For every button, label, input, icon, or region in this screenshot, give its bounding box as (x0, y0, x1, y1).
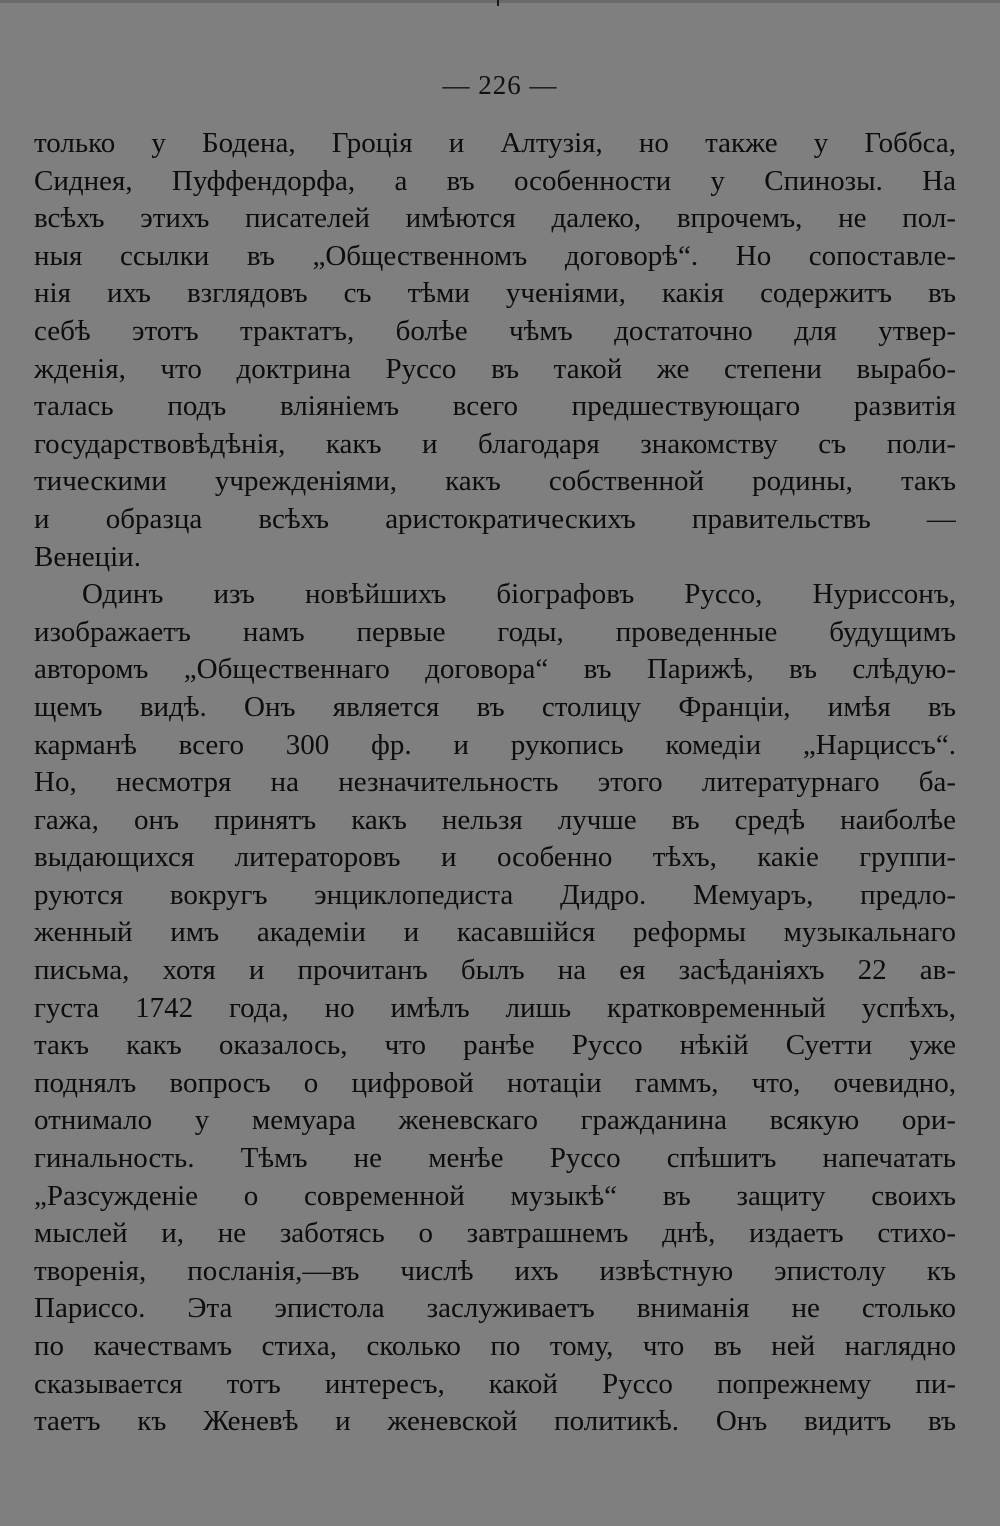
page-number: — 226 — (442, 70, 558, 100)
text-line: письма, хотя и прочитанъ былъ на ея засѣданіяхъ 22 ав- (34, 954, 956, 987)
text-line: выдающихся литераторовъ и особенно тѣхъ, какіе группи- (34, 841, 956, 874)
text-line: тическими учрежденіями, какъ собственной родины, такъ (34, 465, 956, 498)
text-line: женный имъ академіи и касавшійся реформы музыкальнаго (34, 916, 956, 949)
text-line: по качествамъ стиха, сколько по тому, что въ ней наглядно (34, 1330, 956, 1362)
paragraph (34, 576, 956, 1441)
text-line: отнимало у мемуара женевскаго гражданина всякую ори- (34, 1104, 956, 1137)
body-text (34, 125, 956, 1441)
text-line: талась подъ вліяніемъ всего предшествующаго развитія (34, 390, 956, 423)
paragraph (34, 125, 956, 576)
text-line: карманѣ всего 300 фр. и рукопись комедіи „Нарциссъ“. (34, 728, 956, 761)
text-line: гажа, онъ принятъ какъ нельзя лучше въ средѣ наиболѣе (34, 803, 956, 836)
text-line: сказывается тотъ интересъ, какой Руссо попрежнему пи- (34, 1367, 956, 1400)
text-line: руются вокругъ энциклопедиста Дидро. Мемуаръ, предло- (34, 878, 956, 911)
text-line: государствовѣдѣнія, какъ и благодаря знакомству съ поли- (34, 427, 956, 460)
text-line: Одинъ изъ новѣйшихъ біографовъ Руссо, Нуриссонъ, (82, 578, 956, 611)
text-line: Но, несмотря на незначительность этого литературнаго ба- (34, 766, 956, 799)
text-line: щемъ видѣ. Онъ является въ столицу Франціи, имѣя въ (34, 690, 956, 723)
text-line: и образца всѣхъ аристократическихъ правительствъ — (34, 502, 956, 535)
text-line: такъ какъ оказалось, что ранѣе Руссо нѣкій Суетти уже (34, 1029, 956, 1062)
text-line: нія ихъ взглядовъ съ тѣми ученіями, какія содержитъ въ (34, 277, 956, 310)
text-line: изображаетъ намъ первые годы, проведенные будущимъ (34, 615, 956, 648)
text-line: таетъ къ Женевѣ и женевской политикѣ. Онъ видитъ въ (34, 1405, 956, 1438)
text-line: Сиднея, Пуффендорфа, а въ особенности у Спинозы. На (34, 164, 956, 197)
text-line: „Разсужденіе о современной музыкѣ“ въ защиту своихъ (34, 1179, 956, 1212)
scan-top-edge (0, 0, 1000, 3)
text-line: густа 1742 года, но имѣлъ лишь кратковременный успѣхъ, (34, 991, 956, 1024)
text-line: себѣ этотъ трактатъ, болѣе чѣмъ достаточно для утвер- (34, 314, 956, 347)
text-line: мыслей и, не заботясь о завтрашнемъ днѣ, издаетъ стихо- (34, 1217, 956, 1250)
text-line: всѣхъ этихъ писателей имѣются далеко, впрочемъ, не пол- (34, 202, 956, 235)
text-line: поднялъ вопросъ о цифровой нотаціи гаммъ, что, очевидно, (34, 1066, 956, 1099)
scan-tick-mark (497, 0, 499, 6)
text-line: Венеціи. (34, 540, 141, 573)
text-line: ныя ссылки въ „Общественномъ договорѣ“. Но сопоставле- (34, 239, 956, 272)
text-line: авторомъ „Общественнаго договора“ въ Парижѣ, въ слѣдую- (34, 653, 956, 686)
text-line: творенія, посланія,—въ числѣ ихъ извѣстную эпистолу къ (34, 1254, 956, 1287)
text-line: только у Бодена, Гроція и Алтузія, но также у Гоббса, (34, 127, 956, 159)
text-line: жденія, что доктрина Руссо въ такой же степени вырабо- (34, 352, 956, 385)
text-line: гинальность. Тѣмъ не менѣе Руссо спѣшитъ напечатать (34, 1142, 956, 1175)
text-line: Париссо. Эта эпистола заслуживаетъ вниманія не столько (34, 1292, 956, 1325)
